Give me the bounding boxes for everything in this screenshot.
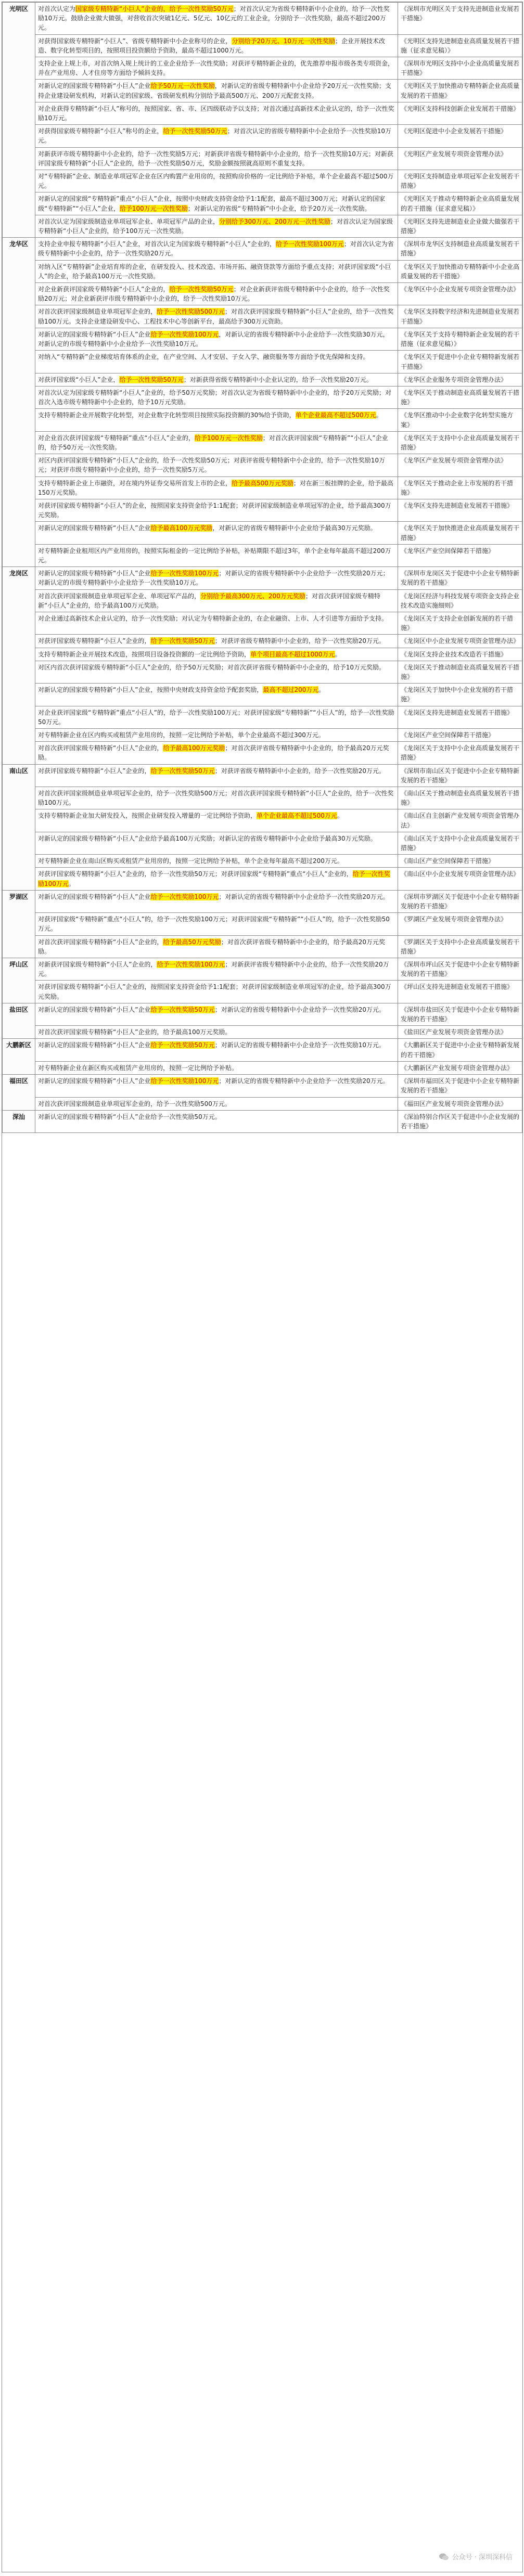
highlighted-amount: 最高不超过200万元 bbox=[263, 686, 319, 694]
policy-source: 《龙岗区关于推动制造业高质量发展若干措施》 bbox=[398, 661, 522, 683]
policy-source: 《光明区关于加快推动专精特新企业高质量发展的若干措施》 bbox=[398, 80, 522, 102]
highlighted-amount: 给予最高100万元奖励 bbox=[150, 524, 213, 532]
policy-text: 对区内获评国家级专精特新“小巨人”企业的，给予一次性奖励50万元；对获评省级专精特新中小企业的，给予一次性奖励10万元；对获评市级专精特新中小企业的，给予一次性奖励5万元。 bbox=[35, 454, 398, 476]
district-name: 南山区 bbox=[3, 764, 35, 890]
policy-source: 《福田区产业发展专项资金管理办法》 bbox=[398, 1097, 522, 1110]
policy-row bbox=[3, 706, 522, 728]
highlighted-amount: 给予100万元一次性奖励 bbox=[119, 204, 188, 212]
policy-row bbox=[3, 935, 522, 958]
policy-source: 《龙华区中小企业发展专项资金管理办法》 bbox=[398, 283, 522, 305]
policy-text: 对企业获评国家级“专精特新”重点“小巨人”的，给予一次性奖励100万元；对获评国家级“专精特新”“小巨人”的，给予一次性奖励50万元。 bbox=[35, 706, 398, 728]
policy-text: 对获评国家级专精特新“小巨人”企业的，给予一次性奖励50万元；对获评国家级“专精特新”重点“小巨人”企业的，给予一次性奖励100万元。 bbox=[35, 868, 398, 890]
policy-source: 《龙岗区中小企业发展专项资金管理办法》 bbox=[398, 635, 522, 648]
policy-text: 对首次认定为国家级专精特新“小巨人”企业的，给予一次性奖励50万元；对首次认定为省级专精特新中小企业的，给予一次性奖励10万元。鼓励企业做大做强，对营收首次突破1亿元、5亿元、10亿元的工业企业，分别给予一次性奖励，最高不超过200万元。 bbox=[35, 3, 398, 35]
policy-text: 对新认定的国家级专精特新“小巨人”企业给予一次性奖励50万元；对新认定的省级专精特新中小企业给予一次性奖励20万元。 bbox=[35, 1003, 398, 1025]
policy-text: 对新认定的国家级专精特新“小巨人”企业给予一次性奖励50万元；对新认定的省级专精特新中小企业给予一次性奖励10万元。 bbox=[35, 1039, 398, 1061]
policy-text: 对新认定的国家级专精特新“小巨人”企业给予一次性奖励100万元；对新认定的省级专精特新中小企业给予一次性奖励20万元；对新认定的市级专精特新中小企业给予一次性奖励10万元。 bbox=[35, 567, 398, 589]
policy-source: 《大鹏新区产业发展专项资金管理办法》 bbox=[398, 1061, 522, 1074]
policy-row bbox=[3, 102, 522, 124]
district-name: 坪山区 bbox=[3, 958, 35, 1003]
policy-source: 《龙华区关于推动企业上市发展的若干措施》 bbox=[398, 476, 522, 499]
policy-text: 对新认定的国家级专精特新“小巨人”企业给予一次性奖励50万元。 bbox=[35, 1110, 398, 1132]
policy-row bbox=[3, 215, 522, 237]
policy-row bbox=[3, 283, 522, 305]
policy-row bbox=[3, 1026, 522, 1039]
district-name: 罗湖区 bbox=[3, 890, 35, 958]
policy-row bbox=[3, 567, 522, 589]
policy-row bbox=[3, 386, 522, 408]
policy-text: 对纳入区“专精特新”企业培育库的企业，在研发投入、技术改造、市场开拓、融资贷款等方面给予重点支持；对获评国家级“小巨人”的企业，给予最高100万元一次性奖励。 bbox=[35, 260, 398, 282]
policy-source: 《南山区产业空间保障若干措施》 bbox=[398, 855, 522, 868]
policy-row bbox=[3, 125, 522, 147]
policy-text: 对新获评国家级专精特新“小巨人”企业的，给予一次性奖励100万元；对新获评省级专精特新中小企业的，给予一次性奖励20万元。 bbox=[35, 958, 398, 981]
policy-text: 支持专精特新企业上市融资，对在境内外证券交易所首发上市的企业，给予最高500万元奖励；对在新三板挂牌的企业，给予最高150万元奖励。 bbox=[35, 476, 398, 499]
district-name: 大鹏新区 bbox=[3, 1039, 35, 1075]
policy-text: 对获评国家级“专精特新”重点“小巨人”的，给予一次性奖励100万元；对获评国家级“专精特新”“小巨人”的，给予一次性奖励50万元。 bbox=[35, 913, 398, 935]
highlighted-amount: 给予一次性奖励50万元 bbox=[150, 1041, 215, 1049]
policy-text: 支持专精特新企业加大研发投入，按照企业研发投入增量的一定比例给予资助，单个企业最高不超过500万元。 bbox=[35, 809, 398, 832]
policy-source: 《龙华区关于加快推进企业高质量发展若干措施》 bbox=[398, 522, 522, 544]
policy-text: 对获得国家级专精特新“小巨人”、省级专精特新中小企业称号的企业，分别给予20万元、10万元一次性奖励；企业开展技术改造、数字化转型项目的，按照项目投资额给予资助，最高不超过1000万元。 bbox=[35, 34, 398, 57]
highlighted-amount: 国家级专精特新“小巨人”企业的，给予一次性奖励50万元 bbox=[75, 5, 234, 12]
policy-source: 《大鹏新区关于促进中小企业专精特新发展的若干措施》 bbox=[398, 1039, 522, 1061]
policy-row bbox=[3, 1039, 522, 1061]
highlighted-amount: 分别给予300万元、200万元一次性奖励 bbox=[219, 217, 330, 225]
highlighted-amount: 给予一次性奖励100万元 bbox=[275, 240, 344, 248]
policy-text: 对获评国家级专精特新“小巨人”企业的，给予一次性奖励50万元；对获评省级专精特新中小企业的，给予一次性奖励20万元。 bbox=[35, 764, 398, 787]
policy-source: 《盐田区产业发展专项资金管理办法》 bbox=[398, 1026, 522, 1039]
policy-text: 支持企业申报专精特新“小巨人”企业，对首次认定为国家级专精特新“小巨人”企业的，给予一次性奖励100万元；对首次认定为省级专精特新中小企业的，给予一次性奖励20万元。 bbox=[35, 238, 398, 260]
policy-text: 对区内首次获评国家级专精特新“小巨人”企业的，给予50万元奖励；对首次获评省级专精特新中小企业的，给予10万元奖励。 bbox=[35, 661, 398, 683]
policy-source: 《龙岗区支持企业技术改造若干措施》 bbox=[398, 648, 522, 661]
policy-source: 《深圳市南山区关于促进中小企业专精特新发展的若干措施》 bbox=[398, 764, 522, 787]
policy-text: 对首次认定为国家级制造业单项冠军企业、单项冠军产品的企业，分别给予300万元、200万元一次性奖励；对首次认定为国家级专精特新“小巨人”企业的，给予100万元一次性奖励。 bbox=[35, 215, 398, 237]
policy-row bbox=[3, 238, 522, 260]
highlighted-amount: 给予100万元一次性奖励 bbox=[194, 434, 263, 442]
policy-row bbox=[3, 855, 522, 868]
highlighted-amount: 单个项目最高不超过1000万元 bbox=[250, 650, 335, 658]
policy-row bbox=[3, 661, 522, 683]
policy-row bbox=[3, 764, 522, 787]
highlighted-amount: 给予一次性奖励500万元 bbox=[157, 308, 225, 316]
policy-source: 《光明区关于推动专精特新企业高质量发展的若干措施（征求意见稿）》 bbox=[398, 192, 522, 215]
policy-row bbox=[3, 147, 522, 170]
policy-row bbox=[3, 305, 522, 328]
policy-row bbox=[3, 742, 522, 764]
policy-source: 《罗湖区关于支持中小企业高质量发展若干措施》 bbox=[398, 935, 522, 958]
policy-source: 《龙岗区关于支持企业创新发展的若干措施》 bbox=[398, 612, 522, 634]
district-name: 龙华区 bbox=[3, 238, 35, 567]
policy-source: 《光明区支持先进制造业企业做大做强若干措施》 bbox=[398, 215, 522, 237]
highlighted-amount: 给予一次性奖励100万元 bbox=[150, 893, 219, 900]
policy-row bbox=[3, 1110, 522, 1132]
highlighted-amount: 给予一次性奖励100万元 bbox=[157, 961, 225, 969]
policy-text: 对获评国家级专精特新“小巨人”企业的，按照国家支持资金给予1:1配套；对获评国家级制造业单项冠军的企业，给予最高300万元奖励。 bbox=[35, 981, 398, 1003]
policy-row bbox=[3, 612, 522, 634]
policy-text: 对新认定的国家级专精特新“小巨人”企业给予一次性奖励100万元，对新认定的省级专精特新中小企业给予一次性奖励30万元，对新认定的市级专精特新中小企业给予一次性奖励10万元。 bbox=[35, 328, 398, 350]
policy-row bbox=[3, 729, 522, 742]
highlighted-amount: 分别给予最高300万元、200万元奖励 bbox=[200, 592, 305, 600]
district-name: 盐田区 bbox=[3, 1003, 35, 1039]
highlighted-amount: 给予最高500万元奖励 bbox=[232, 479, 293, 487]
policy-source: 《深圳市坪山区关于促进中小企业专精特新发展的若干措施》 bbox=[398, 958, 522, 981]
policy-source: 《龙岗区支持先进制造业发展若干措施》 bbox=[398, 706, 522, 728]
highlighted-amount: 分别给予20万元、10万元一次性奖励 bbox=[232, 37, 335, 45]
policy-row bbox=[3, 57, 522, 80]
policy-row bbox=[3, 3, 522, 35]
policy-text: 对首次获评国家级专精特新“小巨人”企业的，给予最高100万元奖励；对首次获评省级专精特新中小企业的，给予最高20万元奖励。 bbox=[35, 742, 398, 764]
policy-row bbox=[3, 499, 522, 521]
policy-source: 《龙华区推动中小企业数字化转型实施方案》 bbox=[398, 409, 522, 431]
highlighted-amount: 给予一次性奖励50万元 bbox=[150, 1006, 215, 1013]
policy-text: 对获评国家级专精特新“小巨人”企业的，给予一次性奖励50万元；对获评省级专精特新中小企业的，给予一次性奖励20万元。 bbox=[35, 635, 398, 648]
policy-row bbox=[3, 684, 522, 706]
highlighted-amount: 给予一次性奖励50万元 bbox=[150, 767, 215, 775]
policy-text: 对纳入“专精特新”企业梯度培育体系的企业，在产业空间、人才安居、子女入学、融资服务等方面给予优先保障和支持。 bbox=[35, 351, 398, 373]
policy-text: 对“专精特新”企业、制造业单项冠军企业在区内购置产业用房的，按照购房价格的一定比例给予补贴，单个企业最高不超过500万元。 bbox=[35, 170, 398, 192]
policy-source: 《龙华区关于支持中小企业高质量发展若干措施》 bbox=[398, 431, 522, 454]
policy-row bbox=[3, 1075, 522, 1097]
policy-row bbox=[3, 635, 522, 648]
policy-row bbox=[3, 192, 522, 215]
highlighted-amount: 给予最高100万元奖励 bbox=[163, 744, 225, 752]
policy-source: 《光明区产业发展专项资金管理办法》 bbox=[398, 147, 522, 170]
policy-row bbox=[3, 809, 522, 832]
policy-source: 《南山区关于推动制造业高质量发展若干措施》 bbox=[398, 787, 522, 809]
highlighted-amount: 给予一次性奖励100万元 bbox=[150, 1077, 219, 1085]
policy-text: 对专精特新企业租用区内产业用房的，按照实际租金的一定比例给予补贴，补贴期限不超过3年，单个企业每年最高不超过200万元。 bbox=[35, 544, 398, 566]
policy-table bbox=[2, 2, 522, 1133]
policy-text: 支持专精特新企业开展技术改造，按照项目设备投资额的一定比例给予资助，单个项目最高不超过1000万元。 bbox=[35, 648, 398, 661]
policy-text: 对首次获评国家级制造业单项冠军企业的，给予一次性奖励500万元。 bbox=[35, 1097, 398, 1110]
policy-text: 对企业获得专精特新“小巨人”称号的，按照国家、省、市、区四级联动予以支持；对首次通过高新技术企业认定的，给予一次性奖励10万元。 bbox=[35, 102, 398, 124]
policy-text: 对首次获评国家级专精特新“小巨人”企业的，给予最高100万元奖励。 bbox=[35, 1026, 398, 1039]
policy-text: 对专精特新企业在新区购买或租赁产业用房的，按照一定比例给予补贴。 bbox=[35, 1061, 398, 1074]
policy-row bbox=[3, 648, 522, 661]
policy-source: 《龙华区企业服务专项资金管理办法》 bbox=[398, 373, 522, 386]
policy-text: 对专精特新企业在区内购买或租赁产业用房的，按照一定比例给予补贴，单个企业最高不超过300万元。 bbox=[35, 729, 398, 742]
policy-source: 《深汕特别合作区关于促进中小企业发展的若干措施》 bbox=[398, 1110, 522, 1132]
policy-text: 对新认定的国家级专精特新“小巨人”企业给予50万元一次性奖励，对新认定的省级专精特新中小企业给予20万元一次性奖励；支持企业建设研发机构，对新认定的国家级、省级研发机构分别给予最高500万元、200万元配套支持。 bbox=[35, 80, 398, 102]
policy-source: 《光明区支持先进制造业高质量发展若干措施（征求意见稿）》 bbox=[398, 34, 522, 57]
policy-text: 对获得国家级专精特新“小巨人”称号的企业，给予一次性奖励50万元；对首次认定的省级专精特新中小企业给予一次性奖励10万元。 bbox=[35, 125, 398, 147]
district-name: 光明区 bbox=[3, 3, 35, 238]
policy-source: 《龙华区关于促进中小企业专精特新发展若干措施》 bbox=[398, 351, 522, 373]
policy-source: 《光明区促进中小企业发展若干措施》 bbox=[398, 125, 522, 147]
policy-text: 对首次获评国家级制造业单项冠军企业的，给予一次性奖励500万元；对首次获评国家级专精特新“小巨人”企业的，给予一次性奖励100万元。支持企业建设研发中心、工程技术中心等创新平台，最高给予300万元资助。 bbox=[35, 305, 398, 328]
policy-row bbox=[3, 958, 522, 981]
policy-row bbox=[3, 1061, 522, 1074]
policy-source: 《龙华区产业发展专项资金管理办法》 bbox=[398, 454, 522, 476]
policy-text: 对企业首次获评国家级“专精特新”重点“小巨人”企业的，给予100万元一次性奖励；对首次获评国家级“专精特新”“小巨人”企业的，给予50万元一次性奖励。 bbox=[35, 431, 398, 454]
policy-source: 《南山区关于支持中小企业高质量发展若干措施》 bbox=[398, 832, 522, 854]
watermark bbox=[439, 2552, 513, 2561]
policy-source: 《南山区中小企业发展专项资金管理办法》 bbox=[398, 868, 522, 890]
policy-sheet bbox=[2, 2, 523, 2572]
policy-text: 对获评国家级“小巨人”企业，给予一次性奖励50万元；对新获得省级专精特新中小企业认定的，给予一次性奖励20万元。 bbox=[35, 373, 398, 386]
policy-row bbox=[3, 868, 522, 890]
policy-source: 《光明区支持制造业单项冠军企业发展若干措施》 bbox=[398, 170, 522, 192]
policy-source: 《龙岗区关于支持中小企业高质量发展若干措施》 bbox=[398, 742, 522, 764]
highlighted-amount: 给予一次性奖励100万元 bbox=[38, 870, 390, 887]
policy-row bbox=[3, 522, 522, 544]
policy-source: 《坪山区支持先进制造业发展若干措施》 bbox=[398, 981, 522, 1003]
policy-source: 《光明区支持科技创新企业发展若干措施》 bbox=[398, 102, 522, 124]
policy-source: 《龙华区关于推动制造业高质量发展若干措施》 bbox=[398, 386, 522, 408]
highlighted-amount: 给予50万元一次性奖励 bbox=[150, 82, 215, 90]
policy-row bbox=[3, 170, 522, 192]
policy-row bbox=[3, 589, 522, 612]
policy-source: 《深圳市龙岗区关于促进中小企业专精特新发展的若干措施》 bbox=[398, 567, 522, 589]
policy-text: 支持专精特新企业开展数字化转型，对企业数字化转型项目按照实际投资额的30%给予资助，单个企业最高不超过500万元。 bbox=[35, 409, 398, 431]
policy-text: 对企业新获评国家级专精特新“小巨人”企业的，给予一次性奖励50万元；对企业新获评省级专精特新中小企业的，给予一次性奖励20万元；对企业新获评市级专精特新中小企业的，给予一次性奖励10万元。 bbox=[35, 283, 398, 305]
policy-row bbox=[3, 80, 522, 102]
policy-row bbox=[3, 373, 522, 386]
policy-source: 《龙岗区产业空间保障若干措施》 bbox=[398, 729, 522, 742]
policy-row bbox=[3, 787, 522, 809]
highlighted-amount: 给予一次性奖励50万元 bbox=[163, 127, 227, 135]
policy-row bbox=[3, 409, 522, 431]
policy-text: 对新认定的国家级专精特新“小巨人”企业给予一次性奖励100万元；对新认定的省级专精特新中小企业给予一次性奖励20万元。 bbox=[35, 890, 398, 912]
policy-source: 《深圳市光明区支持中小企业高质量发展若干措施》 bbox=[398, 57, 522, 80]
policy-text: 对新认定的国家级专精特新“小巨人”企业给予一次性奖励100万元；对新认定的省级专精特新中小企业给予一次性奖励20万元。 bbox=[35, 1075, 398, 1097]
policy-row bbox=[3, 544, 522, 566]
highlighted-amount: 给予一次性奖励100万元 bbox=[150, 330, 219, 338]
policy-source: 《深圳市光明区关于支持先进制造业发展若干措施》 bbox=[398, 3, 522, 35]
policy-source: 《龙华区支持先进制造业发展若干措施》 bbox=[398, 499, 522, 521]
policy-row bbox=[3, 1097, 522, 1110]
policy-source: 《南山区自主创新产业发展专项资金管理办法》 bbox=[398, 809, 522, 832]
policy-source: 《深圳市罗湖区关于促进中小企业专精特新发展的若干措施》 bbox=[398, 890, 522, 912]
district-name: 福田区 bbox=[3, 1075, 35, 1111]
highlighted-amount: 给予一次性奖励50万元 bbox=[150, 637, 215, 645]
policy-text: 对新获评市级专精特新中小企业的，给予一次性奖励5万元；对新获评省级专精特新中小企业的，给予一次性奖励10万元；对新获评国家级专精特新“小巨人”企业的，给予一次性奖励50万元，奖励金额按照就高原则不重复支持。 bbox=[35, 147, 398, 170]
policy-row bbox=[3, 913, 522, 935]
policy-source: 《龙华区产业空间保障若干措施》 bbox=[398, 544, 522, 566]
policy-text: 对新认定的国家级专精特新“小巨人”企业，按照中央财政支持资金给予配套奖励，最高不超过200万元。 bbox=[35, 684, 398, 706]
policy-text: 对首次获评国家级制造业单项冠军企业、单项冠军产品的，分别给予最高300万元、200万元奖励；对首次获评国家级专精特新“小巨人”企业的，给予最高100万元奖励。 bbox=[35, 589, 398, 612]
highlighted-amount: 给予最高50万元奖励 bbox=[163, 938, 221, 946]
highlighted-amount: 给予一次性奖励50万元 bbox=[169, 286, 234, 293]
policy-row bbox=[3, 476, 522, 499]
policy-row bbox=[3, 34, 522, 57]
policy-text: 对专精特新企业在南山区购买或租赁产业用房的，按照一定比例给予补贴，单个企业每年最高不超过200万元。 bbox=[35, 855, 398, 868]
highlighted-amount: 单个企业最高不超过500万元 bbox=[257, 812, 337, 820]
policy-row bbox=[3, 454, 522, 476]
policy-source: 《龙岗区经济与科技发展专项资金支持企业技术改造实施细则》 bbox=[398, 589, 522, 612]
policy-text: 对新认定的国家级“专精特新”重点“小巨人”企业，按照中央财政支持资金给予1:1配套，最高不超过300万元；对新认定的国家级“专精特新”“小巨人”企业，给予100万元一次性奖励；对新认定的省级“专精特新”中小企业，给予20万元一次性奖励。 bbox=[35, 192, 398, 215]
policy-row bbox=[3, 1003, 522, 1025]
policy-source: 《罗湖区产业发展专项资金管理办法》 bbox=[398, 913, 522, 935]
highlighted-amount: 给予一次性奖励100万元 bbox=[150, 570, 219, 577]
policy-source: 《龙华区支持数字经济和先进制造业发展若干措施》 bbox=[398, 305, 522, 328]
policy-text: 对新认定的国家级专精特新“小巨人”企业给予最高100万元奖励，对新认定的省级专精特新中小企业给予最高30万元奖励。 bbox=[35, 522, 398, 544]
policy-row bbox=[3, 351, 522, 373]
policy-source: 《龙华区关于加快推动专精特新中小企业高质量发展的若干措施》 bbox=[398, 260, 522, 282]
district-name: 深汕 bbox=[3, 1110, 35, 1132]
highlighted-amount: 单个企业最高不超过500万元 bbox=[295, 411, 376, 419]
policy-row bbox=[3, 431, 522, 454]
policy-text: 对企业通过高新技术企业认定的，给予一次性奖励；对认定为专精特新企业的，在企业融资、上市、人才引进等方面给予支持。 bbox=[35, 612, 398, 634]
policy-text: 对首次认定为国家级专精特新“小巨人”企业的，给予50万元奖励；对首次认定为省级专精特新中小企业的，给予20万元奖励；对首次入选市级专精特新中小企业的，给予10万元奖励。 bbox=[35, 386, 398, 408]
policy-source: 《深圳市龙华区支持制造业高质量发展若干措施》 bbox=[398, 238, 522, 260]
highlighted-amount: 给予一次性奖励50万元 bbox=[119, 376, 184, 383]
policy-text: 对新认定的国家级专精特新“小巨人”企业给予最高100万元奖励；对新认定的省级专精特新中小企业给予最高30万元奖励。 bbox=[35, 832, 398, 854]
policy-source: 《龙岗区关于加快中小企业发展的若干措施》 bbox=[398, 684, 522, 706]
policy-text: 支持企业上规上市，对首次纳入规上统计的工业企业给予一次性奖励；对获评专精特新企业的，优先推荐申报市级各类专项资金，并在产业用房、人才住房等方面给予倾斜支持。 bbox=[35, 57, 398, 80]
policy-row bbox=[3, 832, 522, 854]
policy-text: 对首次获评国家级专精特新“小巨人”企业的，给予最高50万元奖励；对首次获评省级专精特新中小企业的，给予最高20万元奖励。 bbox=[35, 935, 398, 958]
policy-row bbox=[3, 328, 522, 350]
policy-row bbox=[3, 890, 522, 912]
policy-source: 《深圳市盐田区关于促进中小企业专精特新发展的若干措施》 bbox=[398, 1003, 522, 1025]
policy-row bbox=[3, 260, 522, 282]
policy-row bbox=[3, 981, 522, 1003]
wechat-icon bbox=[439, 2553, 449, 2561]
watermark-text: 公众号 · 深圳深科信 bbox=[452, 2554, 513, 2561]
policy-text: 对获评国家级专精特新“小巨人”的企业，按照国家支持资金给予1:1配套；对获评国家级制造业单项冠军的企业，给予最高300万元奖励。 bbox=[35, 499, 398, 521]
policy-source: 《深圳市福田区关于促进中小企业专精特新发展的若干措施》 bbox=[398, 1075, 522, 1097]
district-name: 龙岗区 bbox=[3, 567, 35, 764]
policy-text: 对首次获评国家级制造业单项冠军企业的，给予一次性奖励500万元；对首次获评国家级专精特新“小巨人”企业的，给予一次性奖励100万元。 bbox=[35, 787, 398, 809]
policy-source: 《龙华区关于支持专精特新企业发展的若干措施（征求意见稿）》 bbox=[398, 328, 522, 350]
